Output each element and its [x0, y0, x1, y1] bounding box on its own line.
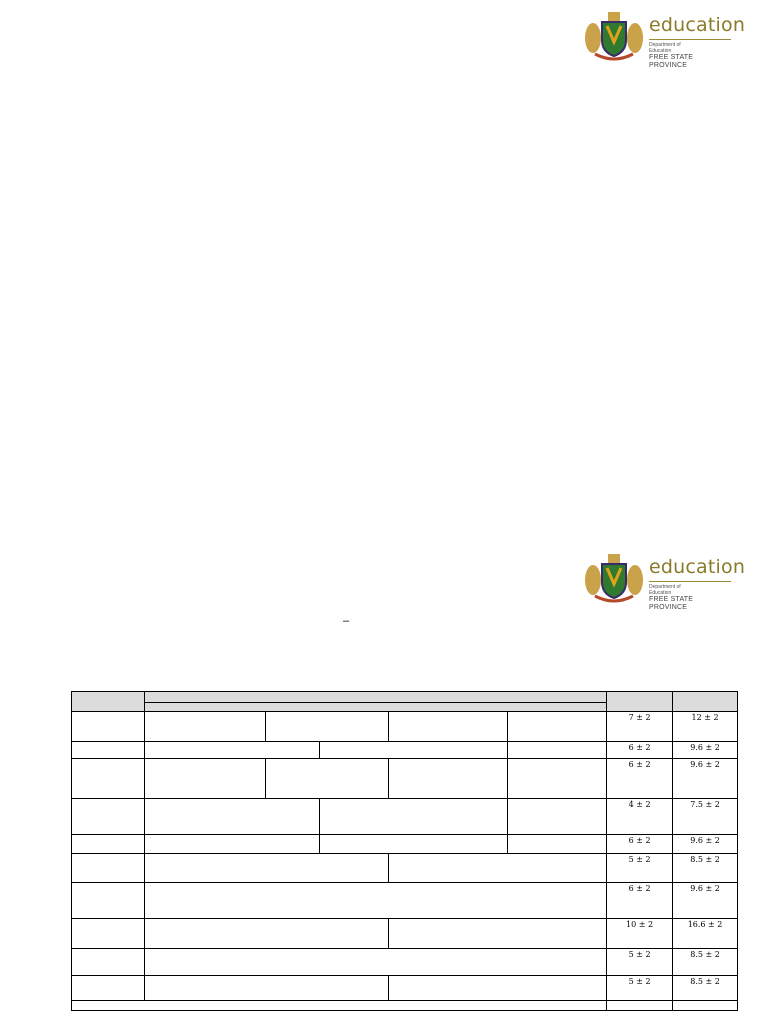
logo-province: FREE STATE PROVINCE	[649, 596, 694, 611]
coat-of-arms-icon	[583, 10, 645, 62]
table-cell	[72, 1001, 607, 1011]
value-cell: 9.6 ± 2	[673, 835, 738, 854]
header-cell-merged	[145, 692, 607, 712]
table-cell	[145, 799, 320, 835]
table-cell	[145, 883, 607, 919]
table-row	[72, 759, 738, 799]
value-cell: 8.5 ± 2	[673, 854, 738, 883]
value-cell: 5 ± 2	[607, 949, 673, 976]
page-mark: –	[343, 615, 350, 627]
value-cell: 5 ± 2	[607, 854, 673, 883]
table-row	[72, 919, 738, 949]
table-cell	[508, 742, 607, 759]
value-cell: 9.6 ± 2	[673, 742, 738, 759]
logo-line-1: Department of	[649, 584, 681, 590]
table-cell	[145, 712, 266, 742]
table-row	[72, 883, 738, 919]
row-label-cell	[72, 799, 145, 835]
value-cell: 8.5 ± 2	[673, 976, 738, 1001]
header-cell	[673, 692, 738, 712]
table-cell	[320, 835, 508, 854]
table-cell	[508, 835, 607, 854]
table-cell	[389, 759, 508, 799]
logo-subtitle	[649, 42, 733, 70]
logo-line-1: Department of	[649, 42, 681, 48]
row-label-cell	[72, 976, 145, 1001]
value-cell: 7.5 ± 2	[673, 799, 738, 835]
row-label-cell	[72, 919, 145, 949]
table-cell	[389, 854, 607, 883]
table-total-row	[72, 1001, 738, 1011]
table-cell	[389, 976, 607, 1001]
row-label-cell	[72, 883, 145, 919]
value-cell: 12 ± 2	[673, 712, 738, 742]
value-cell: 6 ± 2	[607, 835, 673, 854]
table-cell	[145, 919, 389, 949]
table-cell	[508, 759, 607, 799]
row-label-cell	[72, 854, 145, 883]
logo-wordmark: education	[649, 556, 746, 578]
table-row	[72, 712, 738, 742]
row-label-cell	[72, 742, 145, 759]
value-cell: 5 ± 2	[607, 976, 673, 1001]
table-cell	[673, 1001, 738, 1011]
table-cell	[266, 712, 389, 742]
table-cell	[266, 759, 389, 799]
table-cell	[508, 712, 607, 742]
logo-line-2: Education	[649, 48, 672, 54]
logo-rule	[649, 581, 731, 582]
table-row	[72, 799, 738, 835]
table-header-row	[72, 692, 738, 712]
value-cell: 6 ± 2	[607, 759, 673, 799]
value-cell: 7 ± 2	[607, 712, 673, 742]
logo-line-2: Education	[649, 590, 672, 596]
table-row	[72, 949, 738, 976]
row-label-cell	[72, 835, 145, 854]
row-label-cell	[72, 759, 145, 799]
table-row	[72, 976, 738, 1001]
table-row	[72, 854, 738, 883]
header-cell	[607, 692, 673, 712]
table-cell	[508, 799, 607, 835]
table-cell	[389, 919, 607, 949]
table-cell	[389, 712, 508, 742]
value-cell: 10 ± 2	[607, 919, 673, 949]
table-cell	[145, 976, 389, 1001]
value-cell: 9.6 ± 2	[673, 759, 738, 799]
value-cell: 4 ± 2	[607, 799, 673, 835]
department-logo-bottom	[583, 552, 746, 611]
table-row	[72, 835, 738, 854]
table-cell	[145, 854, 389, 883]
table-cell	[145, 742, 320, 759]
department-logo-top	[583, 10, 746, 69]
coat-of-arms-icon	[583, 552, 645, 604]
logo-rule	[649, 39, 731, 40]
logo-wordmark: education	[649, 14, 746, 36]
mark-allocation-table	[71, 691, 738, 1011]
table-row	[72, 742, 738, 759]
row-label-cell	[72, 712, 145, 742]
table-cell	[145, 835, 320, 854]
table-cell	[320, 742, 508, 759]
logo-subtitle	[649, 584, 733, 612]
value-cell: 6 ± 2	[607, 742, 673, 759]
value-cell: 9.6 ± 2	[673, 883, 738, 919]
table-cell	[145, 949, 607, 976]
table-cell	[145, 759, 266, 799]
value-cell: 8.5 ± 2	[673, 949, 738, 976]
value-cell: 16.6 ± 2	[673, 919, 738, 949]
row-label-cell	[72, 949, 145, 976]
value-cell: 6 ± 2	[607, 883, 673, 919]
header-cell	[72, 692, 145, 712]
logo-province: FREE STATE PROVINCE	[649, 54, 694, 69]
table-cell	[320, 799, 508, 835]
table-cell	[607, 1001, 673, 1011]
